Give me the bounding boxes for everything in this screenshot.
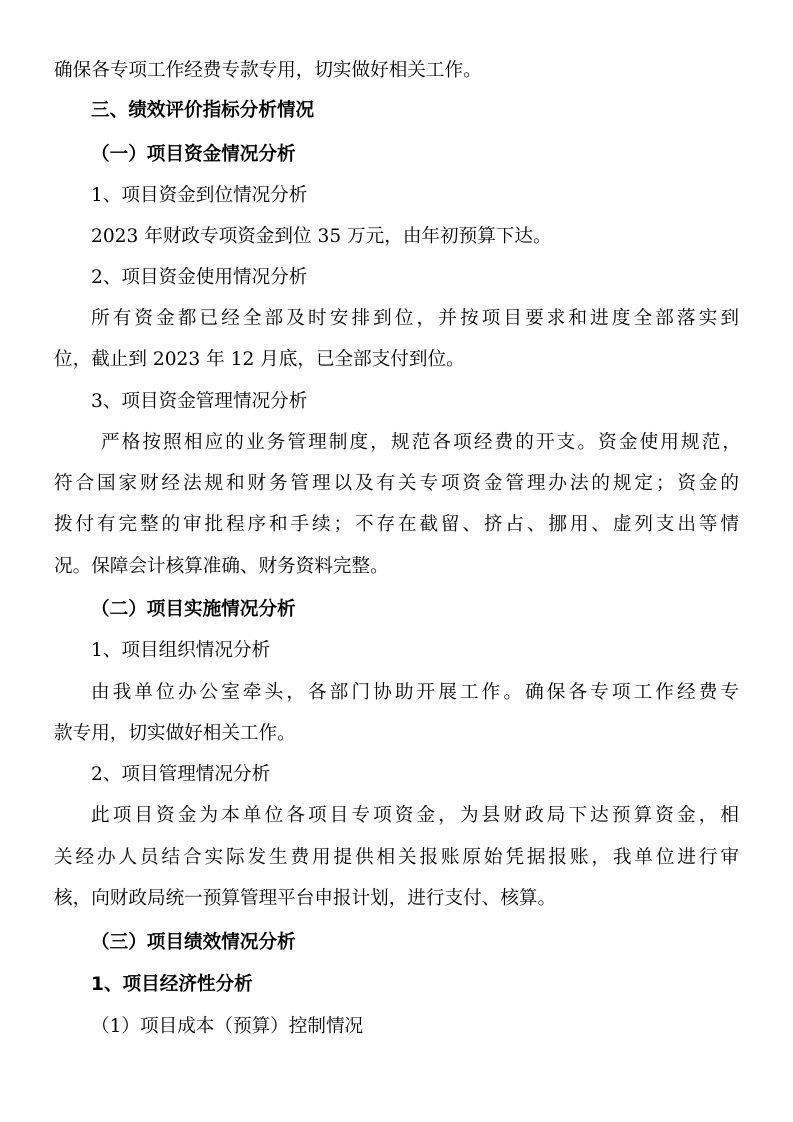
item-heading: 1、项目组织情况分析 xyxy=(91,640,271,661)
paragraph-continuation: 关经办人员结合实际发生费用提供相关报账原始凭据报账，我单位进行审 xyxy=(54,847,739,868)
item-heading: 2、项目资金使用情况分析 xyxy=(91,267,308,288)
paragraph: 严格按照相应的业务管理制度，规范各项经费的开支。资金使用规范， xyxy=(101,432,741,453)
paragraph-continuation: 确保各专项工作经费专款专用，切实做好相关工作。 xyxy=(54,60,482,81)
item-heading: 3、项目资金管理情况分析 xyxy=(91,391,308,412)
subsection-heading: （三）项目绩效情况分析 xyxy=(91,932,296,953)
sub-item-heading: （1）项目成本（预算）控制情况 xyxy=(91,1016,364,1037)
paragraph-continuation: 款专用，切实做好相关工作。 xyxy=(54,723,296,744)
paragraph: 此项目资金为本单位各项目专项资金，为县财政局下达预算资金，相 xyxy=(91,805,739,826)
item-heading: 2、项目管理情况分析 xyxy=(91,764,271,785)
paragraph-continuation: 符合国家财经法规和财务管理以及有关专项资金管理办法的规定；资金的 xyxy=(54,473,739,494)
item-heading: 1、项目经济性分析 xyxy=(91,974,253,995)
subsection-heading: （一）项目资金情况分析 xyxy=(91,144,296,165)
paragraph: 所有资金都已经全部及时安排到位，并按项目要求和进度全部落实到 xyxy=(91,308,739,329)
item-heading: 1、项目资金到位情况分析 xyxy=(91,185,308,206)
subsection-heading: （二）项目实施情况分析 xyxy=(91,599,296,620)
paragraph-continuation: 况。保障会计核算准确、财务资料完整。 xyxy=(54,556,389,577)
paragraph: 由我单位办公室牵头，各部门协助开展工作。确保各专项工作经费专 xyxy=(91,682,739,703)
section-heading: 三、绩效评价指标分析情况 xyxy=(91,100,315,121)
paragraph-continuation: 拨付有完整的审批程序和手续；不存在截留、挤占、挪用、虚列支出等情 xyxy=(54,514,739,535)
paragraph-continuation: 核，向财政局统一预算管理平台申报计划，进行支付、核算。 xyxy=(54,888,557,909)
paragraph-continuation: 位，截止到 2023 年 12 月底，已全部支付到位。 xyxy=(54,349,465,370)
paragraph: 2023 年财政专项资金到位 35 万元，由年初预算下达。 xyxy=(91,226,552,247)
